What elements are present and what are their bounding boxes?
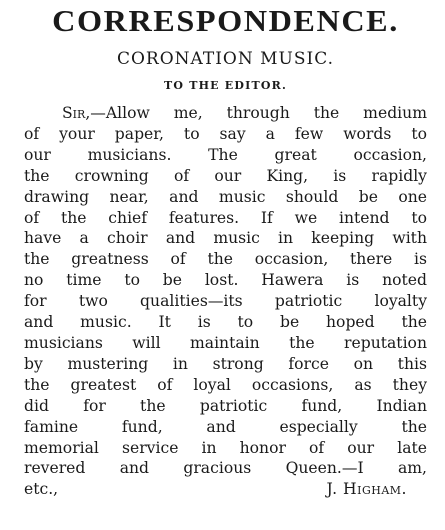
letter-line: of your paper, to say a few words to: [24, 124, 427, 143]
letter-line: did for the patriotic fund, Indian: [24, 396, 427, 415]
letter-line-text: ,—Allow me, through the medium: [85, 104, 427, 122]
letter-line: famine fund, and especially the: [24, 417, 427, 436]
newspaper-clipping: [0, 2, 445, 530]
letter-line: have a choir and music in keeping with: [24, 229, 427, 248]
closing-line: [24, 479, 427, 500]
letter-line: the crowning of our King, is rapidly: [24, 166, 427, 185]
letter-line: revered and gracious Queen.—I am,: [24, 459, 427, 478]
letter-line: musicians will maintain the reputation: [24, 333, 427, 352]
letter-line: for two qualities—its patriotic loyalty: [24, 292, 427, 311]
letter-line: by mustering in strong force on this: [24, 354, 427, 373]
letter-line: and music. It is to be hoped the: [24, 313, 427, 332]
letter-line: our musicians. The great occasion,: [24, 145, 427, 164]
letter-line: [24, 103, 427, 124]
letter-body: [24, 103, 427, 500]
letter-line: of the chief features. If we intend to: [24, 208, 427, 227]
closing: etc.,: [24, 480, 59, 499]
letter-line: drawing near, and music should be one: [24, 187, 427, 206]
addressee-line: TO THE EDITOR.: [164, 79, 287, 92]
letter-line: memorial service in honor of our late: [24, 438, 427, 457]
section-heading: CORRESPONDENCE.: [52, 3, 399, 38]
signature: J. Higham.: [326, 480, 407, 499]
letter-line: no time to be lost. Hawera is noted: [24, 271, 427, 290]
letter-line: the greatest of loyal occasions, as they: [24, 375, 427, 394]
article-title: CORONATION MUSIC.: [116, 49, 335, 69]
letter-line: the greatness of the occasion, there is: [24, 250, 427, 269]
salutation: Sir: [62, 104, 86, 122]
